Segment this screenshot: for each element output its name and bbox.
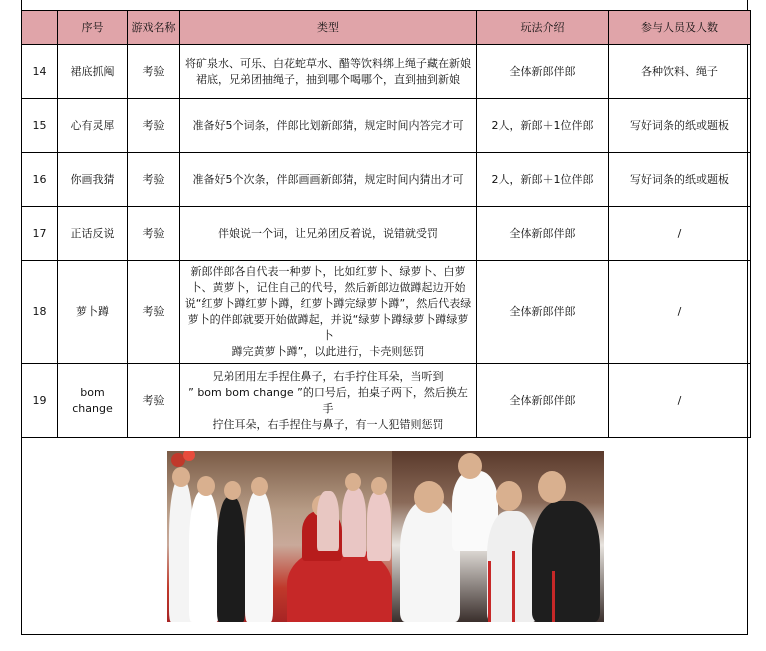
play-intro: 全体新郎伴郎 xyxy=(477,207,609,261)
row-number: 18 xyxy=(22,261,58,364)
header-participants: 参与人员及人数 xyxy=(609,11,751,45)
game-category: 考验 xyxy=(128,261,180,364)
participants: 各种饮料、绳子 xyxy=(609,45,751,99)
description-line: 裙底，兄弟团抽绳子，抽到哪个喝哪个，直到抽到新娘 xyxy=(196,72,460,86)
game-category: 考验 xyxy=(128,45,180,99)
play-intro: 2人，新郎＋1位伴郎 xyxy=(477,99,609,153)
game-name: 裙底抓阄 xyxy=(58,45,128,99)
description-line: 卜、黄萝卜，记住自己的代号，然后新郎边做蹲起边开始 xyxy=(190,281,466,294)
table-row xyxy=(22,45,751,99)
description-line: 伴娘说一个词，让兄弟团反着说，说错就受罚 xyxy=(218,226,438,240)
photo-groomsmen-pulling-strings xyxy=(392,451,604,622)
game-name: 你画我猜 xyxy=(58,153,128,207)
participants: / xyxy=(609,364,751,438)
game-category: 考验 xyxy=(128,153,180,207)
description-line: 准备好5个词条，伴郎比划新郎猜，规定时间内答完才可 xyxy=(192,118,464,132)
play-intro: 2人，新郎＋1位伴郎 xyxy=(477,153,609,207)
description-line: 将矿泉水、可乐、白花蛇草水、醋等饮料绑上绳子藏在新娘 xyxy=(185,56,471,70)
game-name: bom change xyxy=(58,364,128,438)
participants: / xyxy=(609,261,751,364)
table-row xyxy=(22,99,751,153)
description-line: 兄弟团用左手捏住鼻子，右手拧住耳朵，当听到 xyxy=(212,369,444,383)
header-blank xyxy=(22,11,58,45)
participants: 写好词条的纸或题板 xyxy=(609,99,751,153)
header-index: 序号 xyxy=(58,11,128,45)
game-category: 考验 xyxy=(128,364,180,438)
table-row xyxy=(22,364,751,438)
photo-bride-skirt-game xyxy=(167,451,392,622)
game-description xyxy=(180,99,477,153)
game-description xyxy=(180,207,477,261)
play-intro: 全体新郎伴郎 xyxy=(477,261,609,364)
play-intro: 全体新郎伴郎 xyxy=(477,45,609,99)
game-name: 心有灵犀 xyxy=(58,99,128,153)
row-number: 19 xyxy=(22,364,58,438)
row-number: 16 xyxy=(22,153,58,207)
header-type: 类型 xyxy=(180,11,477,45)
game-description xyxy=(180,261,477,364)
participants: / xyxy=(609,207,751,261)
table-row xyxy=(22,261,751,364)
game-description xyxy=(180,45,477,99)
game-category: 考验 xyxy=(128,207,180,261)
description-line: 新郎伴郎各自代表一种萝卜，比如红萝卜、绿萝卜、白萝 xyxy=(190,265,466,278)
games-table xyxy=(21,10,751,438)
game-category: 考验 xyxy=(128,99,180,153)
play-intro: 全体新郎伴郎 xyxy=(477,364,609,438)
game-description xyxy=(180,153,477,207)
row-number: 14 xyxy=(22,45,58,99)
description-line: 拧住耳朵，右手捏住与鼻子，有一人犯错则惩罚 xyxy=(212,417,444,431)
description-line: 准备好5个次条，伴郎画画新郎猜，规定时间内猜出才可 xyxy=(192,172,464,186)
participants: 写好词条的纸或题板 xyxy=(609,153,751,207)
row-number: 17 xyxy=(22,207,58,261)
row-number: 15 xyxy=(22,99,58,153)
table-row xyxy=(22,153,751,207)
description-line: 说“红萝卜蹲红萝卜蹲，红萝卜蹲完绿萝卜蹲”，然后代表绿 xyxy=(184,297,472,310)
header-row xyxy=(22,11,751,45)
table-row xyxy=(22,207,751,261)
header-play-intro: 玩法介绍 xyxy=(477,11,609,45)
description-line: ” bom bom change ”的口号后，拍桌子两下，然后换左手 xyxy=(188,385,468,415)
description-line: 萝卜的伴郎就要开始做蹲起，并说“绿萝卜蹲绿萝卜蹲绿萝卜 xyxy=(187,313,469,342)
description-line: 蹲完黄萝卜蹲”，以此进行，卡壳则惩罚 xyxy=(231,345,425,358)
header-game-name: 游戏名称 xyxy=(128,11,180,45)
game-name: 萝卜蹲 xyxy=(58,261,128,364)
wedding-photos xyxy=(167,451,604,622)
game-description xyxy=(180,364,477,438)
game-name: 正话反说 xyxy=(58,207,128,261)
